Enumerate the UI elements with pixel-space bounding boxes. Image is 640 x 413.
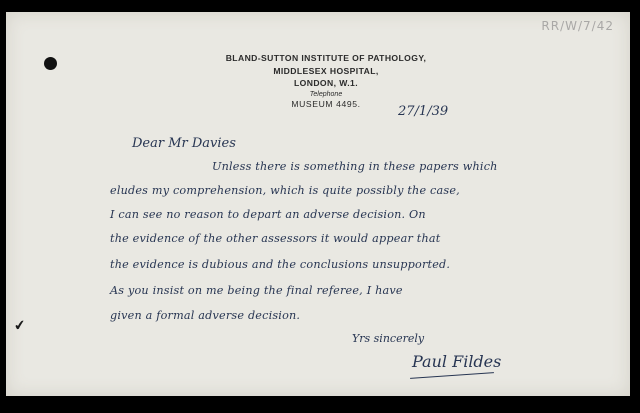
salutation: Dear Mr Davies bbox=[132, 136, 236, 151]
letterhead-institute: BLAND-SUTTON INSTITUTE OF PATHOLOGY, bbox=[225, 53, 427, 63]
letterhead bbox=[176, 52, 476, 110]
letterhead-telephone: MUSEUM 4495. bbox=[291, 98, 361, 109]
body-line-7: given a formal adverse decision. bbox=[110, 309, 301, 322]
signature-underline bbox=[410, 372, 494, 379]
closing: Yrs sincerely bbox=[352, 332, 425, 345]
body-line-2: eludes my comprehension, which is quite possibly the case, bbox=[110, 184, 460, 197]
letter-date: 27/1/39 bbox=[398, 104, 449, 119]
archive-reference: RR/W/7/42 bbox=[541, 19, 614, 33]
punch-hole bbox=[44, 57, 57, 70]
body-line-4: the evidence of the other assessors it would appear that bbox=[110, 232, 441, 245]
body-line-3: I can see no reason to depart an adverse decision. On bbox=[110, 208, 426, 221]
body-line-5: the evidence is dubious and the conclusions unsupported. bbox=[110, 258, 451, 271]
body-line-6: As you insist on me being the final referee, I have bbox=[110, 284, 403, 297]
checkmark-icon: ✔ bbox=[12, 317, 27, 335]
letter-sheet bbox=[6, 12, 630, 396]
body-line-1: Unless there is something in these papers which bbox=[212, 160, 498, 173]
letterhead-hospital: MIDDLESEX HOSPITAL, bbox=[273, 65, 379, 76]
signature: Paul Fildes bbox=[412, 352, 502, 371]
letterhead-telephone-label: Telephone bbox=[309, 90, 343, 98]
letterhead-city: LONDON, W.1. bbox=[293, 78, 358, 88]
